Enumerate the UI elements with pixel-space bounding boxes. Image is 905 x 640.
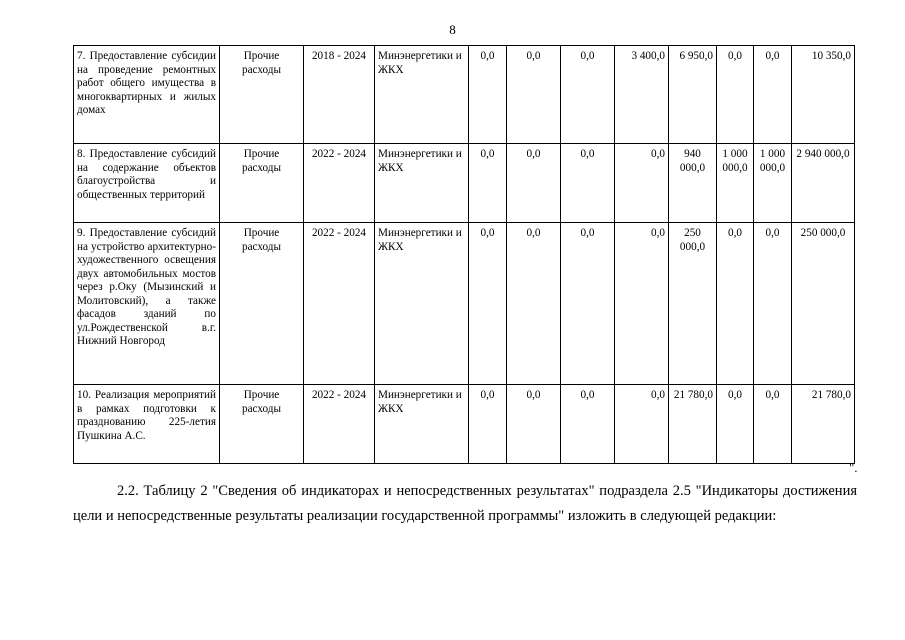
expenses-table (73, 45, 855, 464)
expense-type: Прочие расходы (220, 144, 304, 223)
value-cell: 1 000 000,0 (754, 144, 792, 223)
value-cell: 250 000,0 (792, 223, 855, 385)
expense-type: Прочие расходы (220, 385, 304, 464)
value-cell: 940 000,0 (669, 144, 717, 223)
value-cell: 0,0 (507, 223, 561, 385)
value-cell: 0,0 (754, 46, 792, 144)
value-cell: 0,0 (469, 223, 507, 385)
value-cell: 1 000 000,0 (717, 144, 754, 223)
table-row (74, 385, 855, 464)
measure-name: 7. Предоставление субсидии на проведение ремонтных работ общего имущества в многоквартирных и жилых домах (74, 46, 220, 144)
value-cell: 0,0 (507, 46, 561, 144)
value-cell: 0,0 (469, 385, 507, 464)
executor: Минэнергетики и ЖКХ (375, 223, 469, 385)
table-row (74, 144, 855, 223)
value-cell: 0,0 (561, 223, 615, 385)
value-cell: 0,0 (615, 385, 669, 464)
value-cell: 0,0 (507, 385, 561, 464)
executor: Минэнергетики и ЖКХ (375, 385, 469, 464)
value-cell: 0,0 (615, 223, 669, 385)
table-row (74, 223, 855, 385)
value-cell: 21 780,0 (669, 385, 717, 464)
value-cell: 21 780,0 (792, 385, 855, 464)
expense-type: Прочие расходы (220, 46, 304, 144)
executor: Минэнергетики и ЖКХ (375, 46, 469, 144)
period: 2022 - 2024 (304, 144, 375, 223)
value-cell: 0,0 (717, 223, 754, 385)
value-cell: 0,0 (507, 144, 561, 223)
period: 2022 - 2024 (304, 223, 375, 385)
value-cell: 0,0 (469, 46, 507, 144)
measure-name: 9. Предоставление субсидий на устройство архитектурно-художественного освещения двух автомобильных мостов через р.Оку (Мызинский и Молитовский), а также фасадов зданий по ул.Рождественской в.г. Нижний Новгород (74, 223, 220, 385)
value-cell: 0,0 (754, 223, 792, 385)
value-cell: 0,0 (615, 144, 669, 223)
value-cell: 250 000,0 (669, 223, 717, 385)
executor: Минэнергетики и ЖКХ (375, 144, 469, 223)
value-cell: 0,0 (754, 385, 792, 464)
value-cell: 0,0 (469, 144, 507, 223)
period: 2022 - 2024 (304, 385, 375, 464)
value-cell: 0,0 (561, 144, 615, 223)
value-cell: 3 400,0 (615, 46, 669, 144)
measure-name: 8. Предоставление субсидий на содержание объектов благоустройства и общественных территорий (74, 144, 220, 223)
value-cell: 10 350,0 (792, 46, 855, 144)
table-row (74, 46, 855, 144)
value-cell: 0,0 (717, 46, 754, 144)
value-cell: 0,0 (561, 46, 615, 144)
page-number: 8 (449, 22, 456, 37)
value-cell: 6 950,0 (669, 46, 717, 144)
expense-type: Прочие расходы (220, 223, 304, 385)
value-cell: 0,0 (561, 385, 615, 464)
measure-name: 10. Реализация мероприятий в рамках подготовки к празднованию 225-летия Пушкина А.С. (74, 385, 220, 464)
closing-quote: ". (849, 460, 858, 475)
period: 2018 - 2024 (304, 46, 375, 144)
body-paragraph: 2.2. Таблицу 2 "Сведения об индикаторах и непосредственных результатах" подраздела 2.5 "Индикаторы достижения цели и непосредственные результаты реализации государственной программы" изложить в следующей редакции: (73, 483, 857, 524)
value-cell: 2 940 000,0 (792, 144, 855, 223)
value-cell: 0,0 (717, 385, 754, 464)
